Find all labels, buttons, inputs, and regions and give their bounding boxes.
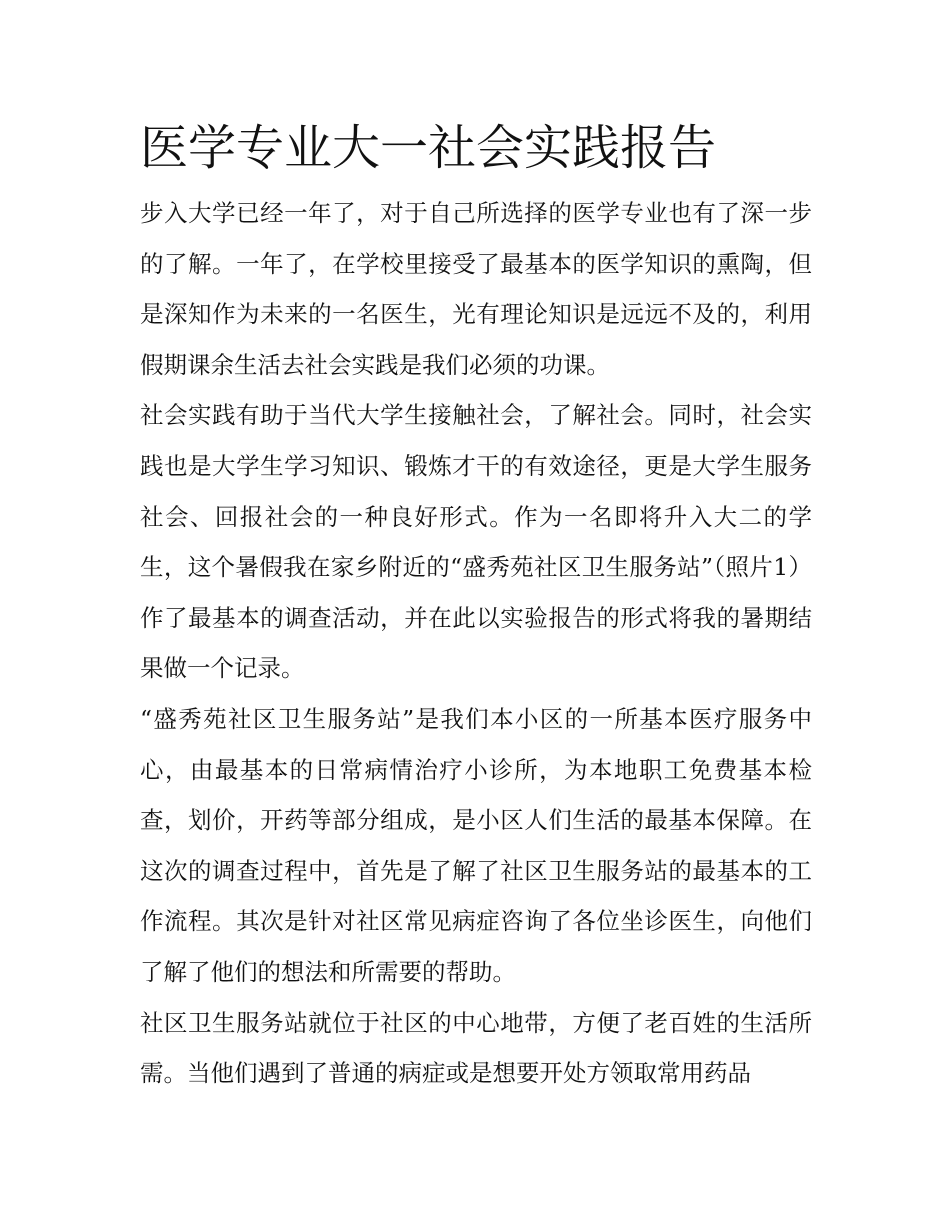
- document-title: 医学专业大一社会实践报告: [140, 120, 717, 176]
- paragraph-social-practice: 社会实践有助于当代大学生接触社会，了解社会。同时，社会实践也是大学生学习知识、锻炼才干的有效途径，更是大学生服务社会、回报社会的一种良好形式。作为一名即将升入大二的学生，这个暑假我在家乡附近的“盛秀苑社区卫生服务站”（照片1）作了最基本的调查活动，并在此以实验报告的形式将我的暑期结果做一个记录。: [140, 401, 812, 683]
- paragraph-location: 社区卫生服务站就位于社区的中心地带，方便了老百姓的生活所需。当他们遇到了普通的病症或是想要开处方领取常用药品: [140, 1008, 812, 1088]
- document-body: [140, 112, 812, 1099]
- paragraph-intro: 步入大学已经一年了，对于自己所选择的医学专业也有了深一步的了解。一年了，在学校里接受了最基本的医学知识的熏陶，但是深知作为未来的一名医生，光有理论知识是远远不及的，利用假期课余生活去社会实践是我们必须的功课。: [140, 199, 812, 379]
- paragraph-health-station: “盛秀苑社区卫生服务站”是我们本小区的一所基本医疗服务中心，由最基本的日常病情治疗小诊所，为本地职工免费基本检查，划价，开药等部分组成，是小区人们生活的最基本保障。在这次的调查过程中，首先是了解了社区卫生服务站的最基本的工作流程。其次是针对社区常见病症咨询了各位坐诊医生，向他们了解了他们的想法和所需要的帮助。: [140, 704, 812, 986]
